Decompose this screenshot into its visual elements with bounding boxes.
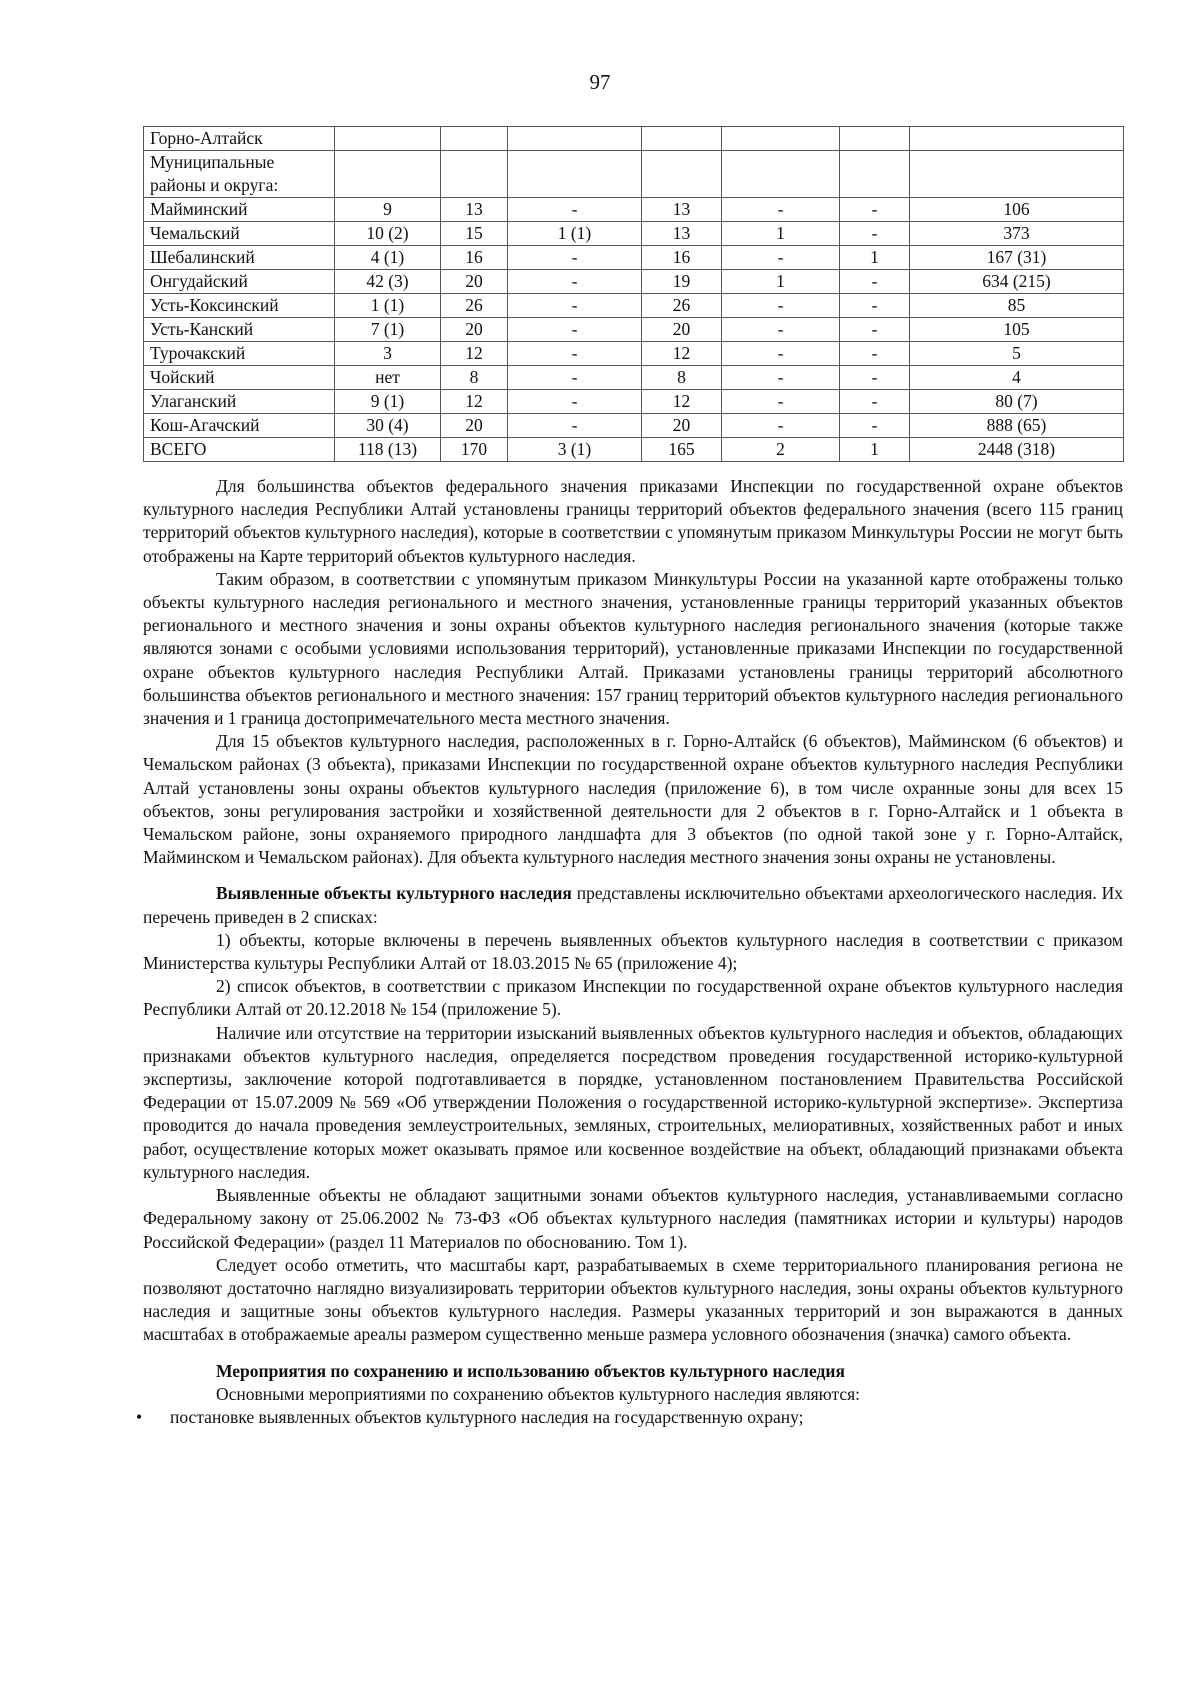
table-cell: 1 (1) — [508, 222, 642, 246]
table-row — [144, 318, 1124, 342]
table-cell — [840, 127, 910, 151]
table-row — [144, 294, 1124, 318]
table-cell: 13 — [642, 198, 722, 222]
table-cell: 7 (1) — [335, 318, 441, 342]
table-cell: 1 — [840, 246, 910, 270]
section-heading: Мероприятия по сохранению и использованию объектов культурного наследия — [216, 1360, 845, 1381]
table-cell-name: Чемальский — [144, 222, 335, 246]
table-cell: 9 — [335, 198, 441, 222]
paragraph-federal-objects: Для большинства объектов федерального значения приказами Инспекции по государственной охране объектов культурного наследия Республики Алтай установлены границы территорий объектов федерального значения (всего 115 границ территорий объектов культурного наследия), которые в соответствии с упомянутым приказом Минкультуры России не могут быть отображены на Карте территорий объектов культурного наследия. — [143, 476, 1123, 566]
table-cell: 85 — [910, 294, 1124, 318]
table-cell: 170 — [441, 438, 508, 462]
table-cell — [508, 151, 642, 198]
table-cell: 20 — [642, 318, 722, 342]
table-cell: 8 — [642, 366, 722, 390]
table-cell: 16 — [642, 246, 722, 270]
paragraph-protection-zones: Для 15 объектов культурного наследия, расположенных в г. Горно-Алтайск (6 объектов), Майминском (6 объектов) и Чемальском районах (3 объекта), приказами Инспекции по государственной охране объектов культурного наследия Республики Алтай установлены зоны охраны объектов культурного наследия (приложение 6), в том числе охранные зоны для всех 15 объектов, зоны регулирования застройки и хозяйственной деятельности для 2 объектов в г. Горно-Алтайск и 1 объекта в Чемальском районе, зоны охраняемого природного ландшафта для 3 объектов (по одной такой зоне у г. Горно-Алтайск, Майминском и Чемальском районах). Для объекта культурного наследия местного значения зоны охраны не установлены. — [143, 731, 1123, 868]
table-cell: 12 — [441, 390, 508, 414]
table-cell: - — [508, 246, 642, 270]
table-row — [144, 438, 1124, 462]
table-cell: 106 — [910, 198, 1124, 222]
table-cell: 634 (215) — [910, 270, 1124, 294]
table-cell: 2448 (318) — [910, 438, 1124, 462]
table-cell: - — [508, 390, 642, 414]
table-cell: 13 — [642, 222, 722, 246]
table-cell-name: ВСЕГО — [144, 438, 335, 462]
table-row — [144, 342, 1124, 366]
table-cell: - — [508, 414, 642, 438]
table-cell — [441, 151, 508, 198]
table-cell: 12 — [642, 390, 722, 414]
identified-objects-text: представлены исключительно объектами археологического наследия. Их перечень приведен в 2 списках: — [143, 883, 1123, 927]
table-cell: 12 — [642, 342, 722, 366]
table-cell: 26 — [441, 294, 508, 318]
table-cell: 373 — [910, 222, 1124, 246]
table-cell — [441, 127, 508, 151]
paragraph-list-item-1: 1) объекты, которые включены в перечень выявленных объектов культурного наследия в соответствии с приказом Министерства культуры Республики Алтай от 18.03.2015 № 65 (приложение 4); — [143, 929, 1123, 974]
table-cell-name: Муниципальные районы и округа: — [144, 151, 335, 198]
table-cell: 165 — [642, 438, 722, 462]
table-cell: - — [722, 390, 840, 414]
table-cell: - — [722, 414, 840, 438]
bullet-icon: • — [136, 1406, 143, 1427]
table-cell: - — [840, 198, 910, 222]
table-cell: - — [840, 294, 910, 318]
table-cell: 9 (1) — [335, 390, 441, 414]
table-cell: - — [508, 342, 642, 366]
identified-objects-term: Выявленные объекты культурного наследия — [216, 883, 572, 904]
table-cell: нет — [335, 366, 441, 390]
paragraph-map-objects: Таким образом, в соответствии с упомянутым приказом Минкультуры России на указанной карте отображены только объекты культурного наследия регионального и местного значения, установленные границы территорий указанных объектов регионального и местного значения и зоны охраны объектов культурного наследия регионального значения (которые также являются зонами с особыми условиями использования территорий), установленные приказами Инспекции по государственной охране объектов культурного наследия Республики Алтай. Приказами установлены границы территорий абсолютного большинства объектов регионального и местного значения: 157 границ территорий объектов культурного наследия регионального значения и 1 граница достопримечательного места местного значения. — [143, 568, 1123, 729]
table-cell-name: Шебалинский — [144, 246, 335, 270]
table-cell — [910, 151, 1124, 198]
table-cell: 26 — [642, 294, 722, 318]
table-cell-name: Онгудайский — [144, 270, 335, 294]
table-cell: 10 (2) — [335, 222, 441, 246]
table-cell: 105 — [910, 318, 1124, 342]
paragraph-expertise: Наличие или отсутствие на территории изысканий выявленных объектов культурного наследия и объектов, обладающих признаками объектов культурного наследия, определяется посредством проведения государственной историко-культурной экспертизы, заключение которой подготавливается в порядке, установленном постановлением Правительства Российской Федерации от 15.07.2009 № 569 «Об утверждении Положения о государственной историко-культурной экспертизе». Экспертиза проводится до начала проведения землеустроительных, земляных, строительных, мелиоративных, хозяйственных работ и иных работ, осуществление которых может оказывать прямое или косвенное воздействие на объект, обладающий признаками объекта культурного наследия. — [143, 1022, 1123, 1182]
table-cell: - — [722, 342, 840, 366]
table-cell — [840, 151, 910, 198]
table-cell: 16 — [441, 246, 508, 270]
table-cell: - — [508, 366, 642, 390]
table-cell: 8 — [441, 366, 508, 390]
table-cell: 4 — [910, 366, 1124, 390]
table-cell: - — [722, 366, 840, 390]
table-cell — [910, 127, 1124, 151]
table-cell: 167 (31) — [910, 246, 1124, 270]
table-cell — [642, 127, 722, 151]
paragraph-list-item-2: 2) список объектов, в соответствии с приказом Инспекции по государственной охране объектов культурного наследия Республики Алтай от 20.12.2018 № 154 (приложение 5). — [143, 976, 1123, 1020]
table-cell — [722, 151, 840, 198]
table-cell: 13 — [441, 198, 508, 222]
table-cell: 5 — [910, 342, 1124, 366]
table-cell: 12 — [441, 342, 508, 366]
table-cell-name: Улаганский — [144, 390, 335, 414]
table-row — [144, 390, 1124, 414]
table-cell: 888 (65) — [910, 414, 1124, 438]
table-cell: - — [508, 318, 642, 342]
table-row — [144, 222, 1124, 246]
table-cell: 20 — [441, 318, 508, 342]
table-cell: - — [508, 294, 642, 318]
table-cell: 1 (1) — [335, 294, 441, 318]
table-cell-name: Усть-Коксинский — [144, 294, 335, 318]
table-row — [144, 151, 1124, 198]
table-cell: 20 — [441, 270, 508, 294]
table-cell: - — [508, 270, 642, 294]
table-cell — [335, 127, 441, 151]
table-cell: 2 — [722, 438, 840, 462]
paragraph-measures-intro: Основными мероприятиями по сохранению объектов культурного наследия являются: — [216, 1383, 861, 1404]
table-cell: 19 — [642, 270, 722, 294]
table-cell-name: Майминский — [144, 198, 335, 222]
table-cell: - — [722, 246, 840, 270]
table-cell — [642, 151, 722, 198]
bullet-text: постановке выявленных объектов культурного наследия на государственную охрану; — [170, 1406, 804, 1427]
table-cell: 4 (1) — [335, 246, 441, 270]
table-row — [144, 198, 1124, 222]
table-cell: 1 — [722, 270, 840, 294]
table-cell-name: Горно-Алтайск — [144, 127, 335, 151]
table-cell: - — [840, 390, 910, 414]
table-cell-name: Чойский — [144, 366, 335, 390]
table-cell: 118 (13) — [335, 438, 441, 462]
table-cell: - — [722, 294, 840, 318]
table-cell: 3 (1) — [508, 438, 642, 462]
table-cell: - — [840, 222, 910, 246]
bullet-list-item — [136, 1406, 1123, 1429]
paragraph-protective-zones: Выявленные объекты не обладают защитными зонами объектов культурного наследия, устанавливаемыми согласно Федеральному закону от 25.06.2002 № 73-ФЗ «Об объектах культурного наследия (памятниках истории и культуры) народов Российской Федерации» (раздел 11 Материалов по обоснованию. Том 1). — [143, 1185, 1123, 1252]
table-cell-name: Кош-Агачский — [144, 414, 335, 438]
page-number: 97 — [589, 70, 611, 94]
table-cell: 15 — [441, 222, 508, 246]
table-cell: 20 — [642, 414, 722, 438]
table-cell: - — [840, 414, 910, 438]
table-cell: - — [840, 342, 910, 366]
table-cell: 20 — [441, 414, 508, 438]
table-row — [144, 246, 1124, 270]
heritage-objects-table — [143, 126, 1124, 462]
table-cell — [508, 127, 642, 151]
table-cell: 1 — [722, 222, 840, 246]
table-row — [144, 270, 1124, 294]
table-cell: 80 (7) — [910, 390, 1124, 414]
table-cell: 3 — [335, 342, 441, 366]
table-cell — [722, 127, 840, 151]
table-cell: - — [840, 270, 910, 294]
paragraph-map-scale: Следует особо отметить, что масштабы карт, разрабатываемых в схеме территориального планирования региона не позволяют достаточно наглядно визуализировать территории объектов культурного наследия, зоны охраны объектов культурного наследия и защитные зоны объектов культурного наследия. Размеры указанных территорий и зон выражаются в данных масштабах в отображаемые ареалы размером существенно меньше размера условного обозначения (значка) самого объекта. — [143, 1254, 1123, 1345]
body-text — [136, 475, 1123, 1429]
table-cell: 30 (4) — [335, 414, 441, 438]
table-cell — [335, 151, 441, 198]
table-cell: - — [840, 318, 910, 342]
table-cell: 1 — [840, 438, 910, 462]
paragraph-identified-objects — [143, 882, 1123, 928]
table-body — [144, 127, 1124, 462]
table-cell: - — [508, 198, 642, 222]
table-row — [144, 127, 1124, 151]
table-cell: 42 (3) — [335, 270, 441, 294]
table-row — [144, 414, 1124, 438]
page-content — [136, 126, 1123, 1429]
table-cell-name: Усть-Канский — [144, 318, 335, 342]
table-cell-name: Турочакский — [144, 342, 335, 366]
table-row — [144, 366, 1124, 390]
table-cell: - — [722, 318, 840, 342]
table-cell: - — [722, 198, 840, 222]
table-cell: - — [840, 366, 910, 390]
